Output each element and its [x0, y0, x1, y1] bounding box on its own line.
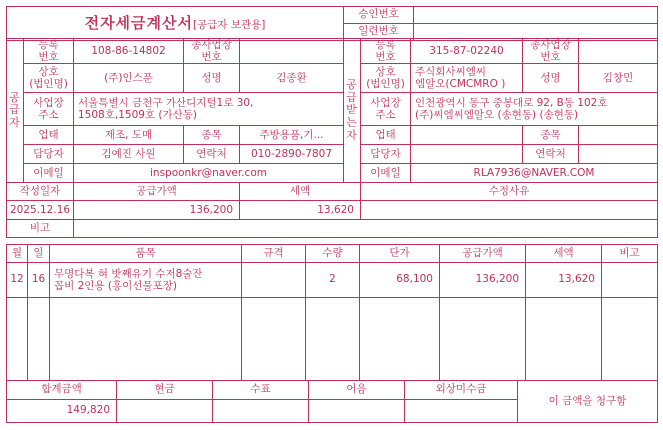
supplier-reg-label: 등록 번호: [24, 39, 74, 64]
write-date-value: 2025.12.16: [7, 201, 74, 220]
note-value: [74, 220, 658, 238]
item-unitprice: 68,100: [360, 263, 440, 298]
supplier-manager-value: 김예진 사원: [74, 145, 184, 164]
document-header: [6, 6, 657, 41]
items-header-name: 품목: [50, 245, 242, 263]
total-tax-value: 13,620: [240, 201, 361, 220]
claim-text: 이 금액을 청구함: [518, 381, 658, 423]
supplier-item-label: 종목: [184, 126, 240, 145]
buyer-address-value: 인천광역시 동구 중봉대로 92, B동 102호 (주)씨엠씨엠알오 (송현동) (송현동): [411, 93, 658, 126]
approval-number-label: 승인번호: [344, 7, 414, 24]
supplier-type-value: 제조, 도매: [74, 126, 184, 145]
buyer-company-label: 상호 (법인명): [361, 64, 411, 93]
empty-unitprice: [360, 298, 440, 381]
supplier-type-label: 업태: [24, 126, 74, 145]
buyer-email-value: RLA7936@NAVER.COM: [411, 164, 658, 183]
supplier-ceo-value: 김종환: [240, 64, 344, 93]
supplier-email-value: inspoonkr@naver.com: [74, 164, 344, 183]
buyer-manager-value: [411, 145, 523, 164]
totals-header-check: 수표: [213, 381, 309, 400]
empty-qty: [306, 298, 360, 381]
totals-value-credit: [405, 400, 518, 423]
buyer-contact-value: [579, 145, 658, 164]
item-day: 16: [28, 263, 50, 298]
amend-reason-label: 수정사유: [361, 183, 658, 201]
write-date-label: 작성일자: [7, 183, 74, 201]
empty-day: [28, 298, 50, 381]
buyer-item-value: [579, 126, 658, 145]
buyer-manager-label: 담당자: [361, 145, 411, 164]
item-spec: [242, 263, 306, 298]
items-header-supply: 공급가액: [440, 245, 526, 263]
item-month: 12: [7, 263, 28, 298]
supplier-email-label: 이메일: [24, 164, 74, 183]
buyer-email-label: 이메일: [361, 164, 411, 183]
items-header-qty: 수량: [306, 245, 360, 263]
supplier-bizplace-label: 종사업장 번호: [184, 39, 240, 64]
items-header-spec: 규격: [242, 245, 306, 263]
total-supply-label: 공급가액: [74, 183, 240, 201]
totals-header-credit: 외상미수금: [405, 381, 518, 400]
supplier-company-label: 상호 (법인명): [24, 64, 74, 93]
items-header-day: 일: [28, 245, 50, 263]
buyer-item-label: 종목: [523, 126, 579, 145]
document-title-suffix: [공급자 보관용]: [193, 19, 266, 32]
supplier-side-label: 공 급 자: [7, 39, 24, 183]
document-title: 전자세금계산서: [84, 14, 194, 33]
parties-table: [6, 38, 658, 238]
item-supply: 136,200: [440, 263, 526, 298]
buyer-ceo-value: 김창민: [579, 64, 658, 93]
total-tax-label: 세액: [240, 183, 361, 201]
empty-name: [50, 298, 242, 381]
item-qty: 2: [306, 263, 360, 298]
supplier-bizplace-value: [240, 39, 344, 64]
buyer-type-value: [411, 126, 523, 145]
buyer-type-label: 업태: [361, 126, 411, 145]
buyer-bizplace-label: 종사업장 번호: [523, 39, 579, 64]
supplier-contact-value: 010-2890-7807: [240, 145, 344, 164]
supplier-item-value: 주방용품,기...: [240, 126, 344, 145]
header-table: [6, 6, 658, 41]
approval-number-value: [414, 7, 658, 24]
buyer-reg-label: 등록 번호: [361, 39, 411, 64]
document-title-cell: [7, 7, 344, 41]
totals-value-sum: 149,820: [7, 400, 117, 423]
supplier-reg-value: 108-86-14802: [74, 39, 184, 64]
supplier-ceo-label: 성명: [184, 64, 240, 93]
buyer-address-label: 사업장 주소: [361, 93, 411, 126]
table-row: [7, 263, 658, 298]
buyer-side-label: 공 급 받 는 자: [344, 39, 361, 183]
item-name: 무명다복 혀 밧째유기 수저8술잔 꼽비 2인용 (홍이선물포장): [50, 263, 242, 298]
empty-tax: [526, 298, 602, 381]
empty-note: [602, 298, 658, 381]
supplier-contact-label: 연락처: [184, 145, 240, 164]
buyer-reg-value: 315-87-02240: [411, 39, 523, 64]
totals-section: [6, 380, 657, 423]
items-section: [6, 244, 657, 380]
note-label: 비고: [7, 220, 74, 238]
item-tax: 13,620: [526, 263, 602, 298]
totals-header-cash: 현금: [117, 381, 213, 400]
items-header-unitprice: 단가: [360, 245, 440, 263]
table-row-empty: [7, 298, 658, 381]
totals-header-note: 어음: [309, 381, 405, 400]
items-header-month: 월: [7, 245, 28, 263]
supplier-address-label: 사업장 주소: [24, 93, 74, 126]
totals-header-sum: 합계금액: [7, 381, 117, 400]
total-supply-value: 136,200: [74, 201, 240, 220]
buyer-bizplace-value: [579, 39, 658, 64]
items-table: [6, 244, 658, 380]
amend-reason-value: [361, 201, 658, 220]
totals-value-cash: [117, 400, 213, 423]
buyer-company-value: 주식회사씨엠씨 엠알오(CMCMRO ): [411, 64, 523, 93]
items-header-tax: 세액: [526, 245, 602, 263]
empty-month: [7, 298, 28, 381]
totals-value-check: [213, 400, 309, 423]
buyer-ceo-label: 성명: [523, 64, 579, 93]
buyer-contact-label: 연락처: [523, 145, 579, 164]
items-header-note: 비고: [602, 245, 658, 263]
supplier-manager-label: 담당자: [24, 145, 74, 164]
supplier-address-value: 서울특별시 금천구 가산디지털1로 30, 1508호,1509호 (가산동): [74, 93, 344, 126]
totals-table: [6, 380, 658, 423]
item-note: [602, 263, 658, 298]
supplier-company-value: (주)인스푼: [74, 64, 184, 93]
empty-spec: [242, 298, 306, 381]
serial-number-label: 일련번호: [344, 24, 414, 41]
parties-section: [6, 38, 657, 238]
empty-supply: [440, 298, 526, 381]
totals-value-note: [309, 400, 405, 423]
